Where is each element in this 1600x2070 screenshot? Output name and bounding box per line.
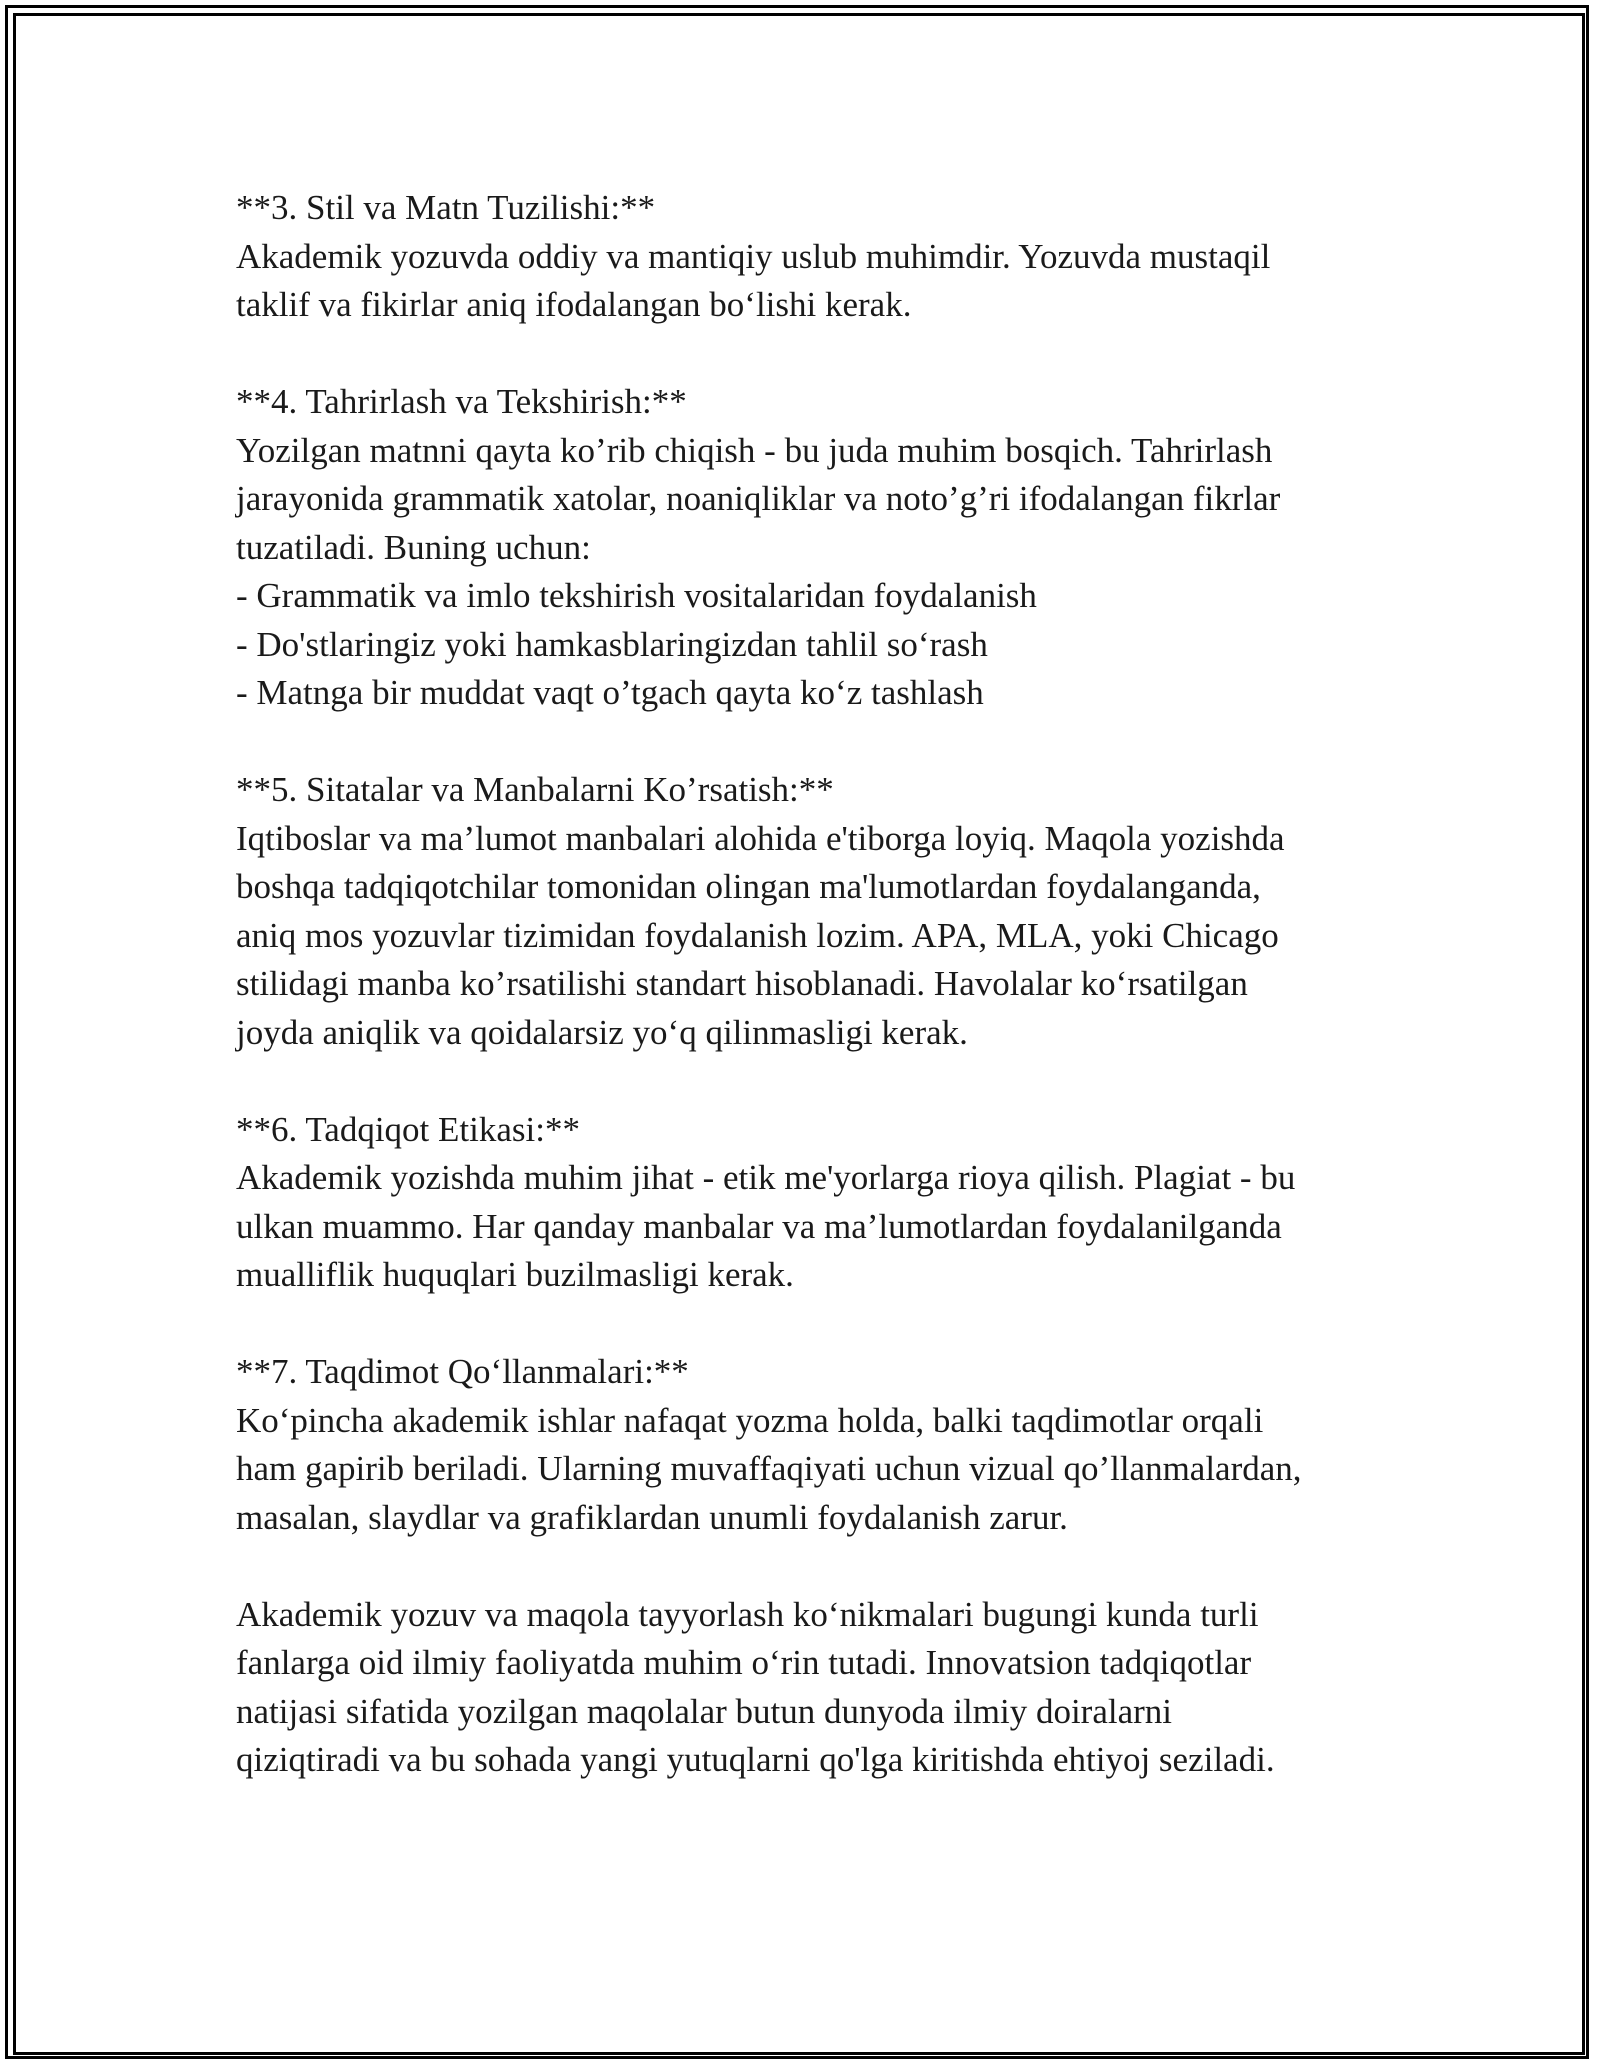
paragraph-line: Akademik yozuvda oddiy va mantiqiy uslub muhimdir. Yozuvda mustaqil	[236, 236, 1271, 276]
section-heading: **4. Tahrirlash va Tekshirish:**	[236, 382, 687, 421]
paragraph-line: Ko‘pincha akademik ishlar nafaqat yozma holda, balki taqdimotlar orqali	[236, 1400, 1264, 1440]
bullet-item: - Grammatik va imlo tekshirish vositalaridan foydalanish	[236, 576, 1037, 615]
section-heading: **7. Taqdimot Qo‘llanmalari:**	[236, 1352, 689, 1391]
closing-paragraph	[236, 1591, 1376, 1785]
paragraph-line: Akademik yozuv va maqola tayyorlash ko‘nikmalari bugungi kunda turli	[236, 1594, 1259, 1634]
paragraph-line: stilidagi manba ko’rsatilishi standart hisoblanadi. Havolalar ko‘rsatilgan	[236, 964, 1248, 1003]
bullet-item: - Matnga bir muddat vaqt o’tgach qayta ko‘z tashlash	[236, 673, 984, 712]
paragraph-line: aniq mos yozuvlar tizimidan foydalanish lozim. APA, MLA, yoki Chicago	[236, 915, 1279, 955]
paragraph-line: ham gapirib beriladi. Ularning muvaffaqiyati uchun vizual qo’llanmalardan,	[236, 1449, 1302, 1488]
section-citations-sources	[236, 766, 1376, 1057]
paragraph-line: natijasi sifatida yozilgan maqolalar butun dunyoda ilmiy doiralarni	[236, 1691, 1173, 1731]
paragraph-line: joyda aniqlik va qoidalarsiz yo‘q qilinmasligi kerak.	[236, 1012, 968, 1052]
section-editing-review	[236, 378, 1376, 718]
paragraph-line: Yozilgan matnni qayta ko’rib chiqish - bu juda muhim bosqich. Tahrirlash	[236, 430, 1273, 470]
section-heading: **6. Tadqiqot Etikasi:**	[236, 1109, 580, 1149]
section-research-ethics	[236, 1106, 1376, 1300]
section-presentation-aids	[236, 1348, 1376, 1542]
paragraph-line: ulkan muammo. Har qanday manbalar va ma’lumotlardan foydalanilganda	[236, 1206, 1282, 1246]
section-heading: **5. Sitatalar va Manbalarni Ko’rsatish:**	[236, 770, 834, 809]
paragraph-line: jarayonida grammatik xatolar, noaniqliklar va noto’g’ri ifodalangan fikrlar	[236, 479, 1281, 518]
document-body	[236, 184, 1376, 1833]
paragraph-line: boshqa tadqiqotchilar tomonidan olingan ma'lumotlardan foydalanganda,	[236, 867, 1261, 906]
paragraph-line: fanlarga oid ilmiy faoliyatda muhim o‘rin tutadi. Innovatsion tadqiqotlar	[236, 1643, 1252, 1682]
paragraph-line: mualliflik huquqlari buzilmasligi kerak.	[236, 1255, 794, 1294]
paragraph-line: qiziqtiradi va bu sohada yangi yutuqlarni qo'lga kiritishda ehtiyoj seziladi.	[236, 1740, 1275, 1779]
paragraph-line: Akademik yozishda muhim jihat - etik me'yorlarga rioya qilish. Plagiat - bu	[236, 1158, 1296, 1197]
paragraph-line: Iqtiboslar va ma’lumot manbalari alohida e'tiborga loyiq. Maqola yozishda	[236, 818, 1285, 858]
paragraph-line: taklif va fikirlar aniq ifodalangan bo‘lishi kerak.	[236, 285, 912, 324]
section-style-structure	[236, 184, 1376, 330]
paragraph-line: tuzatiladi. Buning uchun:	[236, 527, 591, 567]
section-heading: **3. Stil va Matn Tuzilishi:**	[236, 188, 656, 227]
bullet-item: - Do'stlaringiz yoki hamkasblaringizdan tahlil so‘rash	[236, 624, 988, 664]
paragraph-line: masalan, slaydlar va grafiklardan unumli foydalanish zarur.	[236, 1497, 1068, 1537]
